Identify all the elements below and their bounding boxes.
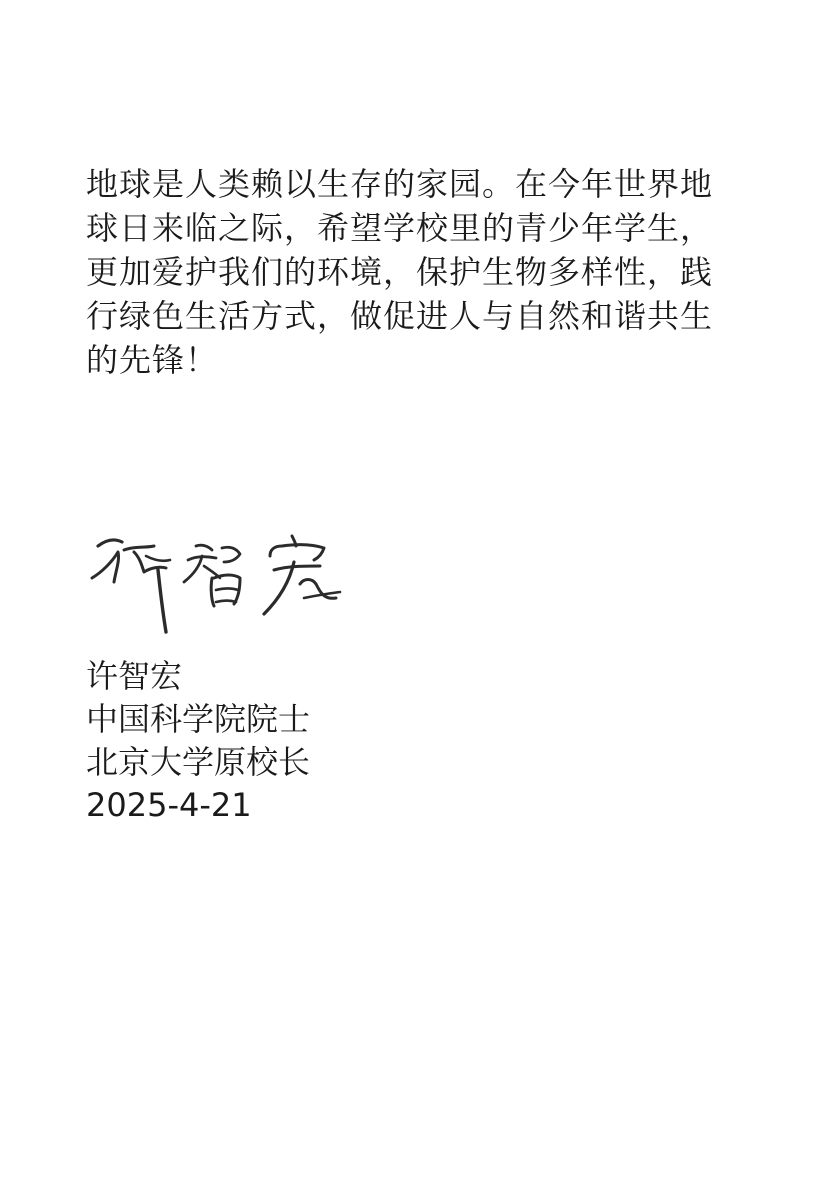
signer-name: 许智宏 <box>86 657 183 695</box>
message-line-2: 球日来临之际，希望学校里的青少年学生， <box>86 209 714 247</box>
message-line-4: 行绿色生活方式，做促进人与自然和谐共生 <box>86 297 714 335</box>
message-paragraph <box>86 162 746 382</box>
message-line-3: 更加爱护我们的环境，保护生物多样性，践 <box>86 253 714 291</box>
signature-date: 2025-4-21 <box>86 786 252 824</box>
message-line-1: 地球是人类赖以生存的家园。在今年世界地 <box>86 165 714 203</box>
signer-title-president: 北京大学原校长 <box>86 743 311 781</box>
message-line-5: 的先锋！ <box>86 341 219 379</box>
signer-title-academician: 中国科学院院士 <box>86 700 311 738</box>
signer-block <box>86 655 310 827</box>
handwritten-signature <box>84 526 354 638</box>
